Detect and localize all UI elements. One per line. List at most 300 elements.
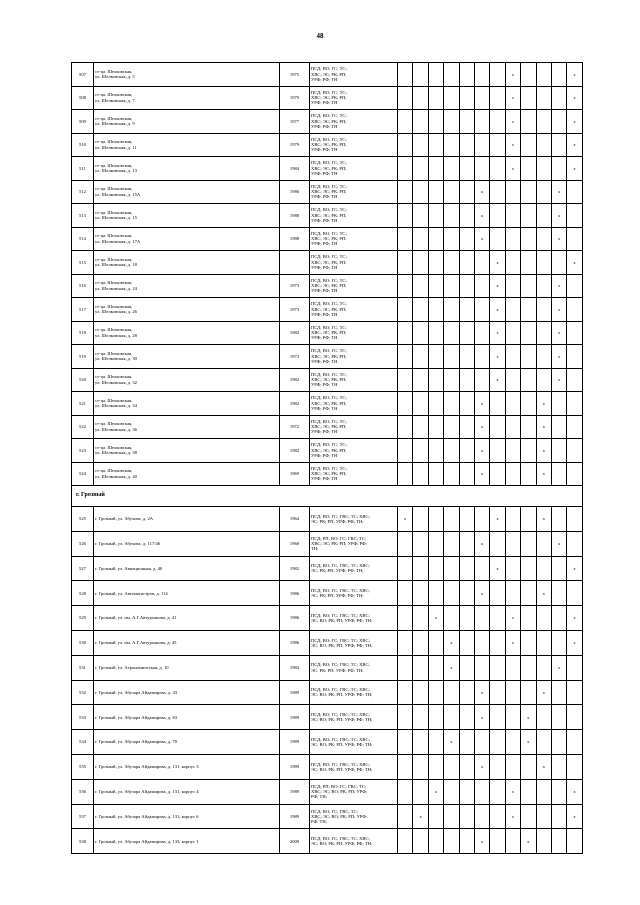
row-mark-10: x xyxy=(536,581,551,606)
row-mark-9 xyxy=(521,63,536,87)
row-mark-12 xyxy=(567,415,582,439)
row-mark-9 xyxy=(521,655,536,680)
row-mark-10 xyxy=(536,321,551,345)
row-address: г. Грозный, ул. Абузара Айдамирова, д. 70 xyxy=(94,730,280,755)
row-mark-8 xyxy=(505,204,520,228)
row-mark-4 xyxy=(444,298,459,322)
row-number: 523 xyxy=(72,439,94,463)
row-address: г. Грозный, ул. Абузара Айдамирова, д. 131, корпус 6 xyxy=(94,804,280,829)
row-mark-10 xyxy=(536,227,551,251)
table-row xyxy=(72,415,583,439)
table-row xyxy=(72,298,583,322)
row-mark-10 xyxy=(536,133,551,157)
row-mark-11 xyxy=(551,86,566,110)
row-mark-1 xyxy=(398,180,413,204)
row-mark-2 xyxy=(413,730,428,755)
row-year: 1973 xyxy=(280,298,310,322)
row-mark-5 xyxy=(459,415,474,439)
row-mark-4 xyxy=(444,227,459,251)
page-number: 48 xyxy=(316,32,324,40)
row-year: 1986 xyxy=(280,606,310,631)
row-mark-4 xyxy=(444,804,459,829)
row-mark-3 xyxy=(428,345,443,369)
row-year: 1969 xyxy=(280,462,310,486)
row-mark-3 xyxy=(428,531,443,556)
row-number: 530 xyxy=(72,630,94,655)
row-mark-8 xyxy=(505,321,520,345)
row-mark-1 xyxy=(398,63,413,87)
row-address: г. Грозный, ул. Абухова, д. 2А xyxy=(94,507,280,532)
row-mark-12 xyxy=(567,507,582,532)
row-mark-2 xyxy=(413,462,428,486)
row-mark-3 xyxy=(428,86,443,110)
row-mark-12: x xyxy=(567,804,582,829)
row-mark-6 xyxy=(474,86,489,110)
row-services: ПСД; ВО; ГС; ТС; ХВС; ЭС; РК; РП; УРФ; РФ; ТН xyxy=(310,227,398,251)
row-mark-5 xyxy=(459,274,474,298)
row-number: 531 xyxy=(72,655,94,680)
row-mark-10 xyxy=(536,804,551,829)
row-mark-3 xyxy=(428,298,443,322)
row-mark-9 xyxy=(521,298,536,322)
row-address: г. Грозный, ул. Абухова, д. 117/46 xyxy=(94,531,280,556)
row-mark-9: x xyxy=(521,730,536,755)
row-mark-4 xyxy=(444,345,459,369)
row-mark-3 xyxy=(428,415,443,439)
row-mark-3 xyxy=(428,730,443,755)
row-mark-11 xyxy=(551,630,566,655)
row-mark-6 xyxy=(474,368,489,392)
row-mark-7: x xyxy=(490,368,505,392)
row-mark-7 xyxy=(490,63,505,87)
table-row xyxy=(72,227,583,251)
row-mark-2 xyxy=(413,63,428,87)
row-number: 520 xyxy=(72,368,94,392)
row-mark-7 xyxy=(490,730,505,755)
row-mark-7 xyxy=(490,531,505,556)
row-services: ПСД; ВО; ГС; ГВС; ТС; ХВС; ЭС; РК; РП; УРФ; РФ; ТН; xyxy=(310,556,398,581)
row-mark-9 xyxy=(521,439,536,463)
row-mark-9 xyxy=(521,133,536,157)
row-mark-5 xyxy=(459,829,474,854)
row-mark-5 xyxy=(459,779,474,804)
table-row xyxy=(72,507,583,532)
row-mark-10 xyxy=(536,204,551,228)
row-mark-4 xyxy=(444,63,459,87)
row-address: г. Грозный, ул. Агрономическая, д. 10 xyxy=(94,655,280,680)
table-row xyxy=(72,368,583,392)
row-address: ст-ца. Шелковская, ул. Шелковская, д. 24 xyxy=(94,274,280,298)
row-mark-3 xyxy=(428,110,443,134)
row-mark-9 xyxy=(521,227,536,251)
row-services: ПСД; ВО; ГС; ГВС; ТС; ХВС; ЭС; ВО; РК; РП; УРФ; РФ; ТН; xyxy=(310,804,398,829)
row-mark-7 xyxy=(490,157,505,181)
row-mark-2 xyxy=(413,345,428,369)
row-year: 1986 xyxy=(280,630,310,655)
row-mark-3 xyxy=(428,754,443,779)
row-mark-12 xyxy=(567,581,582,606)
row-mark-3: x xyxy=(428,606,443,631)
row-mark-6 xyxy=(474,133,489,157)
row-mark-6: x xyxy=(474,204,489,228)
row-number: 533 xyxy=(72,705,94,730)
row-address: ст-ца. Шелковская, ул. Шелковская, д. 26 xyxy=(94,298,280,322)
row-services: ПСД; ВО; ГС; ТС; ХВС; ЭС; РК; РП; УРФ; РФ; ТН xyxy=(310,133,398,157)
row-number: 532 xyxy=(72,680,94,705)
row-mark-1 xyxy=(398,680,413,705)
row-mark-5 xyxy=(459,655,474,680)
row-mark-7: x xyxy=(490,507,505,532)
row-mark-2 xyxy=(413,110,428,134)
row-mark-2 xyxy=(413,251,428,275)
row-mark-8: x xyxy=(505,804,520,829)
row-mark-6: x xyxy=(474,227,489,251)
table-row xyxy=(72,274,583,298)
row-year: 1986 xyxy=(280,581,310,606)
row-mark-2 xyxy=(413,274,428,298)
row-number: 519 xyxy=(72,345,94,369)
row-year: 1989 xyxy=(280,804,310,829)
row-mark-12 xyxy=(567,829,582,854)
row-mark-1 xyxy=(398,368,413,392)
row-mark-11 xyxy=(551,63,566,87)
row-mark-8 xyxy=(505,180,520,204)
row-mark-11 xyxy=(551,157,566,181)
row-year: 1982 xyxy=(280,392,310,416)
row-services: ПСД; ВО; ГС; ГВС; ТС; ХВС; ЭС; ВО; РК; РП; УРФ; РФ; ТН; xyxy=(310,630,398,655)
row-mark-11: x xyxy=(551,204,566,228)
row-mark-5 xyxy=(459,556,474,581)
row-services: ПСД; ВО; ГС; ГВС; ТС; ХВС; ЭС; ВО; РК; РП; УРФ; РФ; ТН; xyxy=(310,606,398,631)
row-mark-10: x xyxy=(536,507,551,532)
row-mark-6 xyxy=(474,274,489,298)
row-mark-6: x xyxy=(474,531,489,556)
row-number: 509 xyxy=(72,110,94,134)
row-address: ст-ца. Шелковская, ул. Шелковская, д. 11 xyxy=(94,133,280,157)
row-mark-8 xyxy=(505,392,520,416)
row-mark-3 xyxy=(428,829,443,854)
row-mark-3 xyxy=(428,655,443,680)
row-number: 537 xyxy=(72,804,94,829)
row-mark-5 xyxy=(459,630,474,655)
row-mark-7 xyxy=(490,779,505,804)
row-mark-1 xyxy=(398,779,413,804)
row-mark-3 xyxy=(428,462,443,486)
row-mark-7 xyxy=(490,581,505,606)
table-row xyxy=(72,110,583,134)
row-mark-10: x xyxy=(536,754,551,779)
row-year: 1984 xyxy=(280,655,310,680)
row-mark-3 xyxy=(428,180,443,204)
row-services: ПСД; ВО; ГС; ГВС; ТС; ХВС; ЭС; РК; РП; УРФ; РФ; ТН; xyxy=(310,655,398,680)
row-mark-10 xyxy=(536,251,551,275)
row-mark-1 xyxy=(398,133,413,157)
row-mark-12: x xyxy=(567,133,582,157)
row-services: ПСД; ВО; ГС; ТС; ХВС; ЭС; РК; РП; УРФ; РФ; ТН xyxy=(310,110,398,134)
row-services: ПСД; ВО; ГС; ТС; ХВС; ЭС; РК; РП; УРФ; РФ; ТН xyxy=(310,392,398,416)
row-mark-3 xyxy=(428,157,443,181)
row-mark-11: x xyxy=(551,655,566,680)
row-year: 1989 xyxy=(280,680,310,705)
row-mark-9 xyxy=(521,754,536,779)
row-mark-6 xyxy=(474,804,489,829)
table-row xyxy=(72,754,583,779)
row-mark-5 xyxy=(459,345,474,369)
row-mark-9 xyxy=(521,606,536,631)
row-year: 2009 xyxy=(280,829,310,854)
row-mark-9 xyxy=(521,251,536,275)
row-year: 1989 xyxy=(280,730,310,755)
row-number: 536 xyxy=(72,779,94,804)
row-year: 1979 xyxy=(280,86,310,110)
row-mark-11: x xyxy=(551,274,566,298)
row-mark-7 xyxy=(490,227,505,251)
row-address: г. Грозный, ул. Абузара Айдамирова, д. 63 xyxy=(94,705,280,730)
row-mark-8: x xyxy=(505,133,520,157)
row-mark-12: x xyxy=(567,63,582,87)
row-mark-12 xyxy=(567,204,582,228)
row-mark-9 xyxy=(521,110,536,134)
row-address: ст-ца. Шелковская, ул. Шелковская, д. 32 xyxy=(94,368,280,392)
table-row xyxy=(72,804,583,829)
row-mark-8 xyxy=(505,705,520,730)
row-mark-3 xyxy=(428,368,443,392)
row-mark-9 xyxy=(521,556,536,581)
row-mark-12: x xyxy=(567,157,582,181)
table-row xyxy=(72,655,583,680)
row-mark-4 xyxy=(444,86,459,110)
row-mark-10 xyxy=(536,86,551,110)
row-mark-3 xyxy=(428,439,443,463)
row-mark-7 xyxy=(490,606,505,631)
row-mark-11: x xyxy=(551,180,566,204)
row-number: 528 xyxy=(72,581,94,606)
row-mark-5 xyxy=(459,368,474,392)
row-mark-10 xyxy=(536,110,551,134)
row-mark-8 xyxy=(505,462,520,486)
row-mark-3 xyxy=(428,133,443,157)
row-mark-3 xyxy=(428,321,443,345)
row-mark-1 xyxy=(398,439,413,463)
row-mark-6 xyxy=(474,779,489,804)
row-mark-11 xyxy=(551,730,566,755)
row-mark-9 xyxy=(521,415,536,439)
row-mark-7: x xyxy=(490,298,505,322)
row-services: ПСД; ВО; ГС; ТС; ХВС; ЭС; РК; РП; УРФ; РФ; ТН xyxy=(310,439,398,463)
row-mark-8 xyxy=(505,345,520,369)
row-mark-3 xyxy=(428,227,443,251)
row-services: ПСД; ВО; ГС; ТС; ХВС; ЭС; РК; РП; УРФ; РФ; ТН xyxy=(310,345,398,369)
row-mark-12: x xyxy=(567,606,582,631)
row-services: ПСД; ВО; ГС; ГВС; ТС; ХВС; ЭС; ВО; РК; РП; УРФ; РФ; ТН; xyxy=(310,680,398,705)
row-mark-1 xyxy=(398,157,413,181)
row-mark-4 xyxy=(444,157,459,181)
row-mark-8: x xyxy=(505,86,520,110)
row-year: 1964 xyxy=(280,507,310,532)
row-mark-9: x xyxy=(521,829,536,854)
row-mark-1 xyxy=(398,754,413,779)
row-mark-8 xyxy=(505,531,520,556)
row-mark-8 xyxy=(505,227,520,251)
row-mark-10 xyxy=(536,368,551,392)
row-mark-1 xyxy=(398,705,413,730)
row-mark-2 xyxy=(413,606,428,631)
housing-register-table xyxy=(71,62,583,854)
row-mark-6 xyxy=(474,630,489,655)
row-services: ПСД; ВО; ГС; ТС; ХВС; ЭС; РК; РП; УРФ; РФ; ТН xyxy=(310,368,398,392)
row-mark-4: x xyxy=(444,630,459,655)
table-row xyxy=(72,779,583,804)
row-mark-9 xyxy=(521,392,536,416)
row-mark-4 xyxy=(444,321,459,345)
table-row xyxy=(72,581,583,606)
row-mark-6: x xyxy=(474,392,489,416)
row-mark-9 xyxy=(521,680,536,705)
row-address: ст-ца. Шелковская, ул. Шелковская, д. 30 xyxy=(94,345,280,369)
row-number: 521 xyxy=(72,392,94,416)
row-mark-11 xyxy=(551,415,566,439)
row-mark-2 xyxy=(413,180,428,204)
row-mark-8: x xyxy=(505,779,520,804)
row-mark-1 xyxy=(398,110,413,134)
row-number: 526 xyxy=(72,531,94,556)
row-mark-8 xyxy=(505,754,520,779)
row-mark-7 xyxy=(490,680,505,705)
row-services: ПСД; ВО; ГС; ТС; ХВС; ЭС; РК; РП; УРФ; РФ; ТН xyxy=(310,204,398,228)
row-mark-6 xyxy=(474,556,489,581)
row-mark-11: x xyxy=(551,298,566,322)
row-address: ст-ца. Шелковская, ул. Шелковская, д. 13 xyxy=(94,157,280,181)
row-mark-5 xyxy=(459,204,474,228)
row-mark-4 xyxy=(444,251,459,275)
row-mark-3 xyxy=(428,804,443,829)
row-mark-2 xyxy=(413,507,428,532)
row-mark-7 xyxy=(490,630,505,655)
table-row xyxy=(72,392,583,416)
row-mark-5 xyxy=(459,730,474,755)
section-title: г. Грозный xyxy=(72,486,583,507)
row-mark-10 xyxy=(536,63,551,87)
row-mark-5 xyxy=(459,754,474,779)
row-mark-6 xyxy=(474,507,489,532)
row-number: 524 xyxy=(72,462,94,486)
row-mark-11 xyxy=(551,606,566,631)
row-mark-6: x xyxy=(474,415,489,439)
row-mark-9 xyxy=(521,462,536,486)
row-mark-2 xyxy=(413,680,428,705)
row-services: ПСД; ВО; ГС; ТС; ХВС; ЭС; РК; РП; УРФ; РФ; ТН xyxy=(310,63,398,87)
row-mark-11: x xyxy=(551,531,566,556)
table-section-grozny xyxy=(72,507,583,854)
row-mark-11 xyxy=(551,110,566,134)
row-mark-1 xyxy=(398,204,413,228)
row-number: 508 xyxy=(72,86,94,110)
row-mark-10 xyxy=(536,157,551,181)
row-mark-8 xyxy=(505,274,520,298)
row-mark-9 xyxy=(521,157,536,181)
row-mark-6: x xyxy=(474,680,489,705)
row-mark-8 xyxy=(505,415,520,439)
row-mark-9 xyxy=(521,804,536,829)
row-mark-6 xyxy=(474,655,489,680)
row-mark-12 xyxy=(567,392,582,416)
table-row xyxy=(72,730,583,755)
row-mark-2 xyxy=(413,415,428,439)
row-services: ПСД; ВО; ГС; ГВС; ТС; ХВС; ЭС; ВО; РК; РП; УРФ; РФ; ТН; xyxy=(310,829,398,854)
row-address: г. Грозный, ул. Автомагистров, д. 114 xyxy=(94,581,280,606)
row-mark-7 xyxy=(490,804,505,829)
row-mark-11: x xyxy=(551,321,566,345)
row-mark-12 xyxy=(567,368,582,392)
row-mark-6 xyxy=(474,321,489,345)
row-number: 538 xyxy=(72,829,94,854)
row-mark-7 xyxy=(490,829,505,854)
table-row xyxy=(72,462,583,486)
row-services: ПСД; ВО; ГС; ГВС; ТС; ХВС; ЭС; ВО; РК; РП; УРФ; РФ; ТН; xyxy=(310,754,398,779)
row-mark-6 xyxy=(474,730,489,755)
row-year: 1975 xyxy=(280,63,310,87)
row-mark-5 xyxy=(459,705,474,730)
row-mark-1 xyxy=(398,531,413,556)
row-mark-6 xyxy=(474,251,489,275)
row-mark-9 xyxy=(521,86,536,110)
row-mark-8 xyxy=(505,251,520,275)
row-mark-9 xyxy=(521,204,536,228)
row-mark-5 xyxy=(459,133,474,157)
row-mark-7 xyxy=(490,133,505,157)
row-address: г. Грозный, ул. Абузара Айдамирова, д. 133, корпус 1 xyxy=(94,829,280,854)
table-row xyxy=(72,829,583,854)
row-mark-10 xyxy=(536,556,551,581)
row-mark-12 xyxy=(567,298,582,322)
row-mark-11 xyxy=(551,705,566,730)
row-mark-7: x xyxy=(490,321,505,345)
row-mark-4 xyxy=(444,606,459,631)
table-section-shelkovskaya xyxy=(72,63,583,486)
row-mark-10 xyxy=(536,345,551,369)
row-mark-8 xyxy=(505,680,520,705)
row-mark-12: x xyxy=(567,556,582,581)
row-address: ст-ца. Шелковская, ул. Шелковская, д. 40 xyxy=(94,462,280,486)
row-mark-12 xyxy=(567,227,582,251)
row-mark-4 xyxy=(444,680,459,705)
row-mark-6: x xyxy=(474,754,489,779)
row-mark-12 xyxy=(567,754,582,779)
row-mark-7: x xyxy=(490,556,505,581)
row-mark-4 xyxy=(444,180,459,204)
table-row xyxy=(72,556,583,581)
row-mark-12 xyxy=(567,180,582,204)
row-address: г. Грозный, ул. Абузара Айдамирова, д. 131, корпус 3 xyxy=(94,754,280,779)
row-mark-5 xyxy=(459,180,474,204)
row-mark-8 xyxy=(505,556,520,581)
row-mark-5 xyxy=(459,531,474,556)
row-mark-3: x xyxy=(428,779,443,804)
row-mark-12: x xyxy=(567,110,582,134)
row-mark-4: x xyxy=(444,655,459,680)
row-mark-7 xyxy=(490,415,505,439)
row-mark-1 xyxy=(398,345,413,369)
row-mark-4 xyxy=(444,415,459,439)
row-number: 517 xyxy=(72,298,94,322)
table-row xyxy=(72,705,583,730)
table-row xyxy=(72,630,583,655)
row-year: 1979 xyxy=(280,133,310,157)
row-services: ПСД; ВО; ГС; ГВС; ТС; ХВС; ЭС; ВО; РК; РП; УРФ; РФ; ТН; xyxy=(310,705,398,730)
row-mark-4 xyxy=(444,531,459,556)
row-mark-5 xyxy=(459,439,474,463)
row-mark-5 xyxy=(459,804,474,829)
